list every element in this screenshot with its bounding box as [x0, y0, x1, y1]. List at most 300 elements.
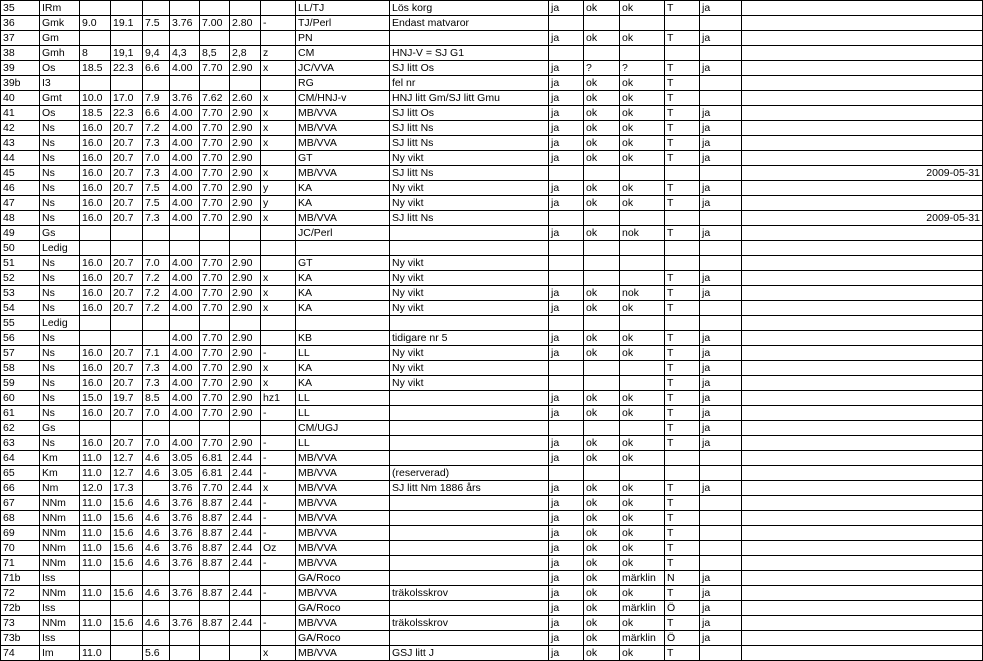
- cell-value-2: 12.7: [111, 451, 143, 466]
- cell-row-number: 35: [1, 1, 40, 16]
- cell-value-6: 2.90: [230, 61, 261, 76]
- cell-row-number: 40: [1, 91, 40, 106]
- cell-date: [742, 481, 983, 496]
- table-row: [1, 16, 983, 31]
- cell-value-3: 5.6: [143, 646, 170, 661]
- cell-status-letter: [665, 316, 700, 331]
- cell-status-ja-2: ja: [700, 586, 742, 601]
- cell-note: [390, 391, 549, 406]
- cell-value-5: 7.70: [200, 166, 230, 181]
- cell-value-3: 4.6: [143, 466, 170, 481]
- cell-date: [742, 1, 983, 16]
- cell-value-1: [80, 226, 111, 241]
- cell-note: [390, 241, 549, 256]
- cell-note: SJ litt Ns: [390, 211, 549, 226]
- cell-value-6: [230, 631, 261, 646]
- cell-status-letter: T: [665, 286, 700, 301]
- cell-value-2: 20.7: [111, 286, 143, 301]
- cell-wagon-type: Iss: [40, 601, 80, 616]
- cell-status-ok-2: ok: [620, 646, 665, 661]
- cell-status-letter: T: [665, 151, 700, 166]
- cell-status-letter: [665, 451, 700, 466]
- cell-wagon-type: Ns: [40, 121, 80, 136]
- cell-value-2: 15.6: [111, 556, 143, 571]
- cell-status-ok-1: [584, 256, 620, 271]
- table-row: [1, 571, 983, 586]
- cell-value-2: 19.7: [111, 391, 143, 406]
- cell-date: [742, 376, 983, 391]
- cell-value-6: 2.44: [230, 496, 261, 511]
- cell-manufacturer: MB/VVA: [296, 586, 390, 601]
- cell-status-ok-1: ok: [584, 226, 620, 241]
- cell-status-ok-1: [584, 466, 620, 481]
- cell-marker: [261, 316, 296, 331]
- cell-status-ja-2: ja: [700, 106, 742, 121]
- cell-status-ok-2: ok: [620, 346, 665, 361]
- cell-status-ja-2: [700, 496, 742, 511]
- cell-note: SJ litt Nm 1886 års: [390, 481, 549, 496]
- cell-value-2: 20.7: [111, 361, 143, 376]
- cell-date: [742, 421, 983, 436]
- cell-status-letter: [665, 16, 700, 31]
- cell-wagon-type: Gm: [40, 31, 80, 46]
- cell-value-5: 7.70: [200, 376, 230, 391]
- cell-wagon-type: Im: [40, 646, 80, 661]
- cell-status-letter: T: [665, 136, 700, 151]
- cell-value-2: 20.7: [111, 196, 143, 211]
- cell-value-6: 2.44: [230, 481, 261, 496]
- cell-status-ja-2: [700, 451, 742, 466]
- cell-value-2: [111, 31, 143, 46]
- cell-value-4: 3.76: [170, 541, 200, 556]
- cell-value-6: 2.90: [230, 151, 261, 166]
- cell-row-number: 49: [1, 226, 40, 241]
- cell-note: [390, 601, 549, 616]
- cell-value-2: [111, 646, 143, 661]
- cell-status-ja: ja: [549, 346, 584, 361]
- cell-value-6: 2.90: [230, 301, 261, 316]
- cell-status-ja-2: [700, 256, 742, 271]
- cell-value-1: 18.5: [80, 106, 111, 121]
- cell-value-4: 4.00: [170, 391, 200, 406]
- table-row: [1, 481, 983, 496]
- cell-status-ja-2: [700, 211, 742, 226]
- cell-value-5: 7.70: [200, 136, 230, 151]
- cell-status-ja: ja: [549, 601, 584, 616]
- cell-note: SJ litt Ns: [390, 121, 549, 136]
- cell-row-number: 43: [1, 136, 40, 151]
- cell-value-4: 3.76: [170, 526, 200, 541]
- cell-note: SJ litt Os: [390, 61, 549, 76]
- cell-date: [742, 526, 983, 541]
- cell-status-ja-2: ja: [700, 376, 742, 391]
- cell-status-ok-1: [584, 166, 620, 181]
- cell-status-ja-2: ja: [700, 151, 742, 166]
- cell-manufacturer: MB/VVA: [296, 451, 390, 466]
- cell-status-ok-2: nok: [620, 286, 665, 301]
- cell-status-ja: [549, 376, 584, 391]
- cell-value-4: [170, 316, 200, 331]
- cell-status-ok-1: [584, 211, 620, 226]
- cell-row-number: 48: [1, 211, 40, 226]
- cell-value-6: 2.44: [230, 451, 261, 466]
- cell-manufacturer: LL: [296, 406, 390, 421]
- cell-value-3: [143, 76, 170, 91]
- cell-value-6: 2.60: [230, 91, 261, 106]
- cell-wagon-type: Gs: [40, 226, 80, 241]
- cell-wagon-type: NNm: [40, 541, 80, 556]
- cell-note: [390, 526, 549, 541]
- cell-marker: -: [261, 406, 296, 421]
- cell-value-4: 4.00: [170, 106, 200, 121]
- cell-date: [742, 226, 983, 241]
- cell-status-ok-1: ok: [584, 571, 620, 586]
- cell-value-5: 7.70: [200, 196, 230, 211]
- cell-value-5: 7.70: [200, 61, 230, 76]
- cell-value-6: 2.44: [230, 616, 261, 631]
- cell-wagon-type: Ns: [40, 331, 80, 346]
- cell-manufacturer: TJ/Perl: [296, 16, 390, 31]
- cell-date: [742, 631, 983, 646]
- cell-value-5: [200, 421, 230, 436]
- cell-row-number: 38: [1, 46, 40, 61]
- cell-status-ja-2: ja: [700, 31, 742, 46]
- table-row: [1, 316, 983, 331]
- cell-value-1: 15.0: [80, 391, 111, 406]
- cell-wagon-type: I3: [40, 76, 80, 91]
- cell-status-letter: [665, 466, 700, 481]
- cell-marker: x: [261, 106, 296, 121]
- cell-value-4: 3.76: [170, 16, 200, 31]
- cell-status-letter: T: [665, 361, 700, 376]
- cell-value-6: 2.90: [230, 436, 261, 451]
- cell-status-ok-2: [620, 376, 665, 391]
- cell-status-ja-2: ja: [700, 226, 742, 241]
- cell-value-1: [80, 1, 111, 16]
- cell-manufacturer: KA: [296, 286, 390, 301]
- cell-wagon-type: NNm: [40, 556, 80, 571]
- cell-status-ja-2: [700, 556, 742, 571]
- cell-value-3: 7.3: [143, 376, 170, 391]
- cell-value-4: 4.00: [170, 181, 200, 196]
- cell-wagon-type: Ns: [40, 151, 80, 166]
- cell-status-ja: ja: [549, 91, 584, 106]
- cell-value-5: [200, 631, 230, 646]
- cell-value-5: 8,5: [200, 46, 230, 61]
- cell-value-4: [170, 646, 200, 661]
- cell-status-ok-1: [584, 316, 620, 331]
- cell-value-4: [170, 421, 200, 436]
- cell-status-ja: ja: [549, 631, 584, 646]
- cell-value-5: 8.87: [200, 526, 230, 541]
- cell-status-ok-2: ok: [620, 76, 665, 91]
- cell-value-3: 9,4: [143, 46, 170, 61]
- cell-value-2: [111, 226, 143, 241]
- cell-status-letter: T: [665, 526, 700, 541]
- cell-status-ja: [549, 361, 584, 376]
- cell-value-4: 3.76: [170, 91, 200, 106]
- cell-status-ok-1: ok: [584, 391, 620, 406]
- cell-status-letter: T: [665, 391, 700, 406]
- cell-marker: x: [261, 61, 296, 76]
- cell-value-4: 3.76: [170, 586, 200, 601]
- cell-value-1: 16.0: [80, 376, 111, 391]
- cell-value-1: 11.0: [80, 511, 111, 526]
- cell-status-ok-2: ok: [620, 586, 665, 601]
- cell-manufacturer: [296, 241, 390, 256]
- cell-status-ja-2: ja: [700, 421, 742, 436]
- cell-date: [742, 436, 983, 451]
- cell-value-5: [200, 226, 230, 241]
- cell-status-ok-1: ok: [584, 301, 620, 316]
- cell-note: Ny vikt: [390, 346, 549, 361]
- cell-status-ja: ja: [549, 556, 584, 571]
- table-row: [1, 196, 983, 211]
- cell-status-ja-2: ja: [700, 61, 742, 76]
- cell-row-number: 73b: [1, 631, 40, 646]
- cell-value-5: 7.70: [200, 301, 230, 316]
- cell-marker: hz1: [261, 391, 296, 406]
- cell-value-2: [111, 241, 143, 256]
- cell-value-2: 20.7: [111, 406, 143, 421]
- cell-wagon-type: Km: [40, 466, 80, 481]
- cell-date: [742, 571, 983, 586]
- cell-marker: -: [261, 556, 296, 571]
- cell-wagon-type: Gmt: [40, 91, 80, 106]
- cell-date: [742, 61, 983, 76]
- cell-date: 2009-05-31: [742, 166, 983, 181]
- cell-value-6: 2.90: [230, 376, 261, 391]
- cell-manufacturer: MB/VVA: [296, 511, 390, 526]
- cell-row-number: 50: [1, 241, 40, 256]
- cell-manufacturer: KA: [296, 181, 390, 196]
- cell-manufacturer: LL: [296, 391, 390, 406]
- cell-date: [742, 301, 983, 316]
- cell-marker: -: [261, 511, 296, 526]
- cell-value-2: [111, 631, 143, 646]
- cell-value-2: 20.7: [111, 121, 143, 136]
- table-row: [1, 136, 983, 151]
- cell-value-2: [111, 601, 143, 616]
- cell-status-ja: ja: [549, 646, 584, 661]
- cell-status-ok-2: ok: [620, 496, 665, 511]
- cell-status-ok-2: [620, 466, 665, 481]
- cell-value-6: 2.90: [230, 391, 261, 406]
- cell-marker: x: [261, 91, 296, 106]
- cell-status-ja: ja: [549, 181, 584, 196]
- cell-value-3: 6.6: [143, 106, 170, 121]
- cell-value-1: 16.0: [80, 196, 111, 211]
- cell-status-ok-1: ok: [584, 481, 620, 496]
- cell-wagon-type: Ns: [40, 361, 80, 376]
- cell-status-ok-2: ok: [620, 196, 665, 211]
- cell-wagon-type: Ns: [40, 286, 80, 301]
- cell-value-3: 7.9: [143, 91, 170, 106]
- cell-status-ok-2: ok: [620, 481, 665, 496]
- table-row: [1, 331, 983, 346]
- cell-status-ok-2: märklin: [620, 601, 665, 616]
- cell-status-ok-2: ok: [620, 136, 665, 151]
- cell-value-1: 16.0: [80, 361, 111, 376]
- cell-note: [390, 496, 549, 511]
- cell-value-2: [111, 421, 143, 436]
- cell-date: [742, 451, 983, 466]
- cell-status-ok-1: ok: [584, 646, 620, 661]
- cell-value-4: 3.76: [170, 496, 200, 511]
- cell-status-ja: ja: [549, 391, 584, 406]
- cell-note: träkolsskrov: [390, 616, 549, 631]
- cell-manufacturer: CM/UGJ: [296, 421, 390, 436]
- table-row: [1, 616, 983, 631]
- cell-value-3: 4.6: [143, 586, 170, 601]
- cell-status-ok-1: ok: [584, 91, 620, 106]
- cell-value-4: 4.00: [170, 211, 200, 226]
- cell-value-6: 2.90: [230, 211, 261, 226]
- cell-value-5: [200, 646, 230, 661]
- cell-status-ja-2: ja: [700, 346, 742, 361]
- cell-marker: x: [261, 646, 296, 661]
- cell-note: SJ litt Ns: [390, 136, 549, 151]
- table-row: [1, 421, 983, 436]
- cell-marker: x: [261, 286, 296, 301]
- cell-date: [742, 541, 983, 556]
- cell-status-ja-2: [700, 511, 742, 526]
- cell-date: [742, 316, 983, 331]
- cell-manufacturer: KA: [296, 301, 390, 316]
- cell-manufacturer: MB/VVA: [296, 646, 390, 661]
- cell-status-letter: [665, 241, 700, 256]
- cell-wagon-type: Ns: [40, 346, 80, 361]
- cell-note: GSJ litt J: [390, 646, 549, 661]
- cell-status-ja: ja: [549, 301, 584, 316]
- table-row: [1, 286, 983, 301]
- cell-marker: [261, 226, 296, 241]
- cell-note: Ny vikt: [390, 376, 549, 391]
- cell-value-4: 4.00: [170, 406, 200, 421]
- cell-status-letter: [665, 211, 700, 226]
- cell-value-3: 6.6: [143, 61, 170, 76]
- cell-value-3: 4.6: [143, 496, 170, 511]
- table-row: [1, 256, 983, 271]
- cell-row-number: 36: [1, 16, 40, 31]
- cell-marker: [261, 31, 296, 46]
- cell-row-number: 64: [1, 451, 40, 466]
- cell-manufacturer: KA: [296, 196, 390, 211]
- cell-status-ok-1: ok: [584, 601, 620, 616]
- cell-value-4: 3.76: [170, 616, 200, 631]
- cell-value-3: 7.2: [143, 121, 170, 136]
- cell-manufacturer: LL: [296, 436, 390, 451]
- cell-value-3: 7.2: [143, 301, 170, 316]
- cell-status-ok-1: [584, 271, 620, 286]
- cell-status-ok-1: ok: [584, 121, 620, 136]
- cell-value-4: 4.00: [170, 301, 200, 316]
- cell-status-ja-2: ja: [700, 481, 742, 496]
- cell-row-number: 42: [1, 121, 40, 136]
- cell-row-number: 71b: [1, 571, 40, 586]
- cell-status-letter: T: [665, 346, 700, 361]
- cell-status-ok-2: [620, 421, 665, 436]
- cell-status-ja: ja: [549, 61, 584, 76]
- cell-value-3: 7.3: [143, 361, 170, 376]
- cell-status-ja: ja: [549, 571, 584, 586]
- table-row: [1, 61, 983, 76]
- cell-date: [742, 601, 983, 616]
- cell-status-ok-1: ok: [584, 136, 620, 151]
- cell-row-number: 60: [1, 391, 40, 406]
- cell-wagon-type: Ledig: [40, 316, 80, 331]
- cell-status-ok-1: ok: [584, 541, 620, 556]
- cell-value-6: 2.90: [230, 406, 261, 421]
- cell-value-2: 20.7: [111, 181, 143, 196]
- cell-value-5: 7.62: [200, 91, 230, 106]
- cell-value-5: 7.70: [200, 256, 230, 271]
- table-row: [1, 646, 983, 661]
- cell-status-ok-1: [584, 241, 620, 256]
- cell-status-ok-2: ok: [620, 151, 665, 166]
- cell-wagon-type: Iss: [40, 571, 80, 586]
- cell-note: Ny vikt: [390, 286, 549, 301]
- cell-value-5: 7.70: [200, 481, 230, 496]
- cell-status-ok-2: [620, 16, 665, 31]
- cell-status-ja-2: [700, 541, 742, 556]
- cell-row-number: 39: [1, 61, 40, 76]
- cell-value-4: 4.00: [170, 331, 200, 346]
- cell-value-3: 4.6: [143, 526, 170, 541]
- cell-value-5: 8.87: [200, 541, 230, 556]
- cell-manufacturer: LL: [296, 346, 390, 361]
- cell-row-number: 70: [1, 541, 40, 556]
- cell-value-1: 16.0: [80, 346, 111, 361]
- cell-status-letter: T: [665, 331, 700, 346]
- cell-status-letter: T: [665, 76, 700, 91]
- cell-status-ok-2: ok: [620, 541, 665, 556]
- cell-date: [742, 91, 983, 106]
- cell-wagon-type: NNm: [40, 526, 80, 541]
- cell-note: Ny vikt: [390, 151, 549, 166]
- cell-status-ok-2: ok: [620, 451, 665, 466]
- cell-status-ok-1: ok: [584, 616, 620, 631]
- cell-status-ok-1: ok: [584, 436, 620, 451]
- cell-note: Ny vikt: [390, 181, 549, 196]
- cell-status-letter: T: [665, 496, 700, 511]
- cell-status-letter: T: [665, 436, 700, 451]
- cell-marker: x: [261, 481, 296, 496]
- cell-status-ja: [549, 421, 584, 436]
- cell-wagon-type: Gmh: [40, 46, 80, 61]
- cell-status-ja: ja: [549, 496, 584, 511]
- cell-status-ja: [549, 211, 584, 226]
- cell-status-ja: ja: [549, 331, 584, 346]
- cell-marker: x: [261, 361, 296, 376]
- table-row: [1, 121, 983, 136]
- cell-wagon-type: Iss: [40, 631, 80, 646]
- cell-row-number: 72: [1, 586, 40, 601]
- cell-value-2: 12.7: [111, 466, 143, 481]
- cell-status-ja: ja: [549, 121, 584, 136]
- cell-value-1: 12.0: [80, 481, 111, 496]
- cell-note: [390, 451, 549, 466]
- table-row: [1, 631, 983, 646]
- cell-note: [390, 541, 549, 556]
- cell-value-2: 15.6: [111, 526, 143, 541]
- cell-status-ja-2: [700, 466, 742, 481]
- table-row: [1, 31, 983, 46]
- cell-status-letter: T: [665, 481, 700, 496]
- cell-value-2: 22.3: [111, 106, 143, 121]
- cell-note: (reserverad): [390, 466, 549, 481]
- cell-date: [742, 466, 983, 481]
